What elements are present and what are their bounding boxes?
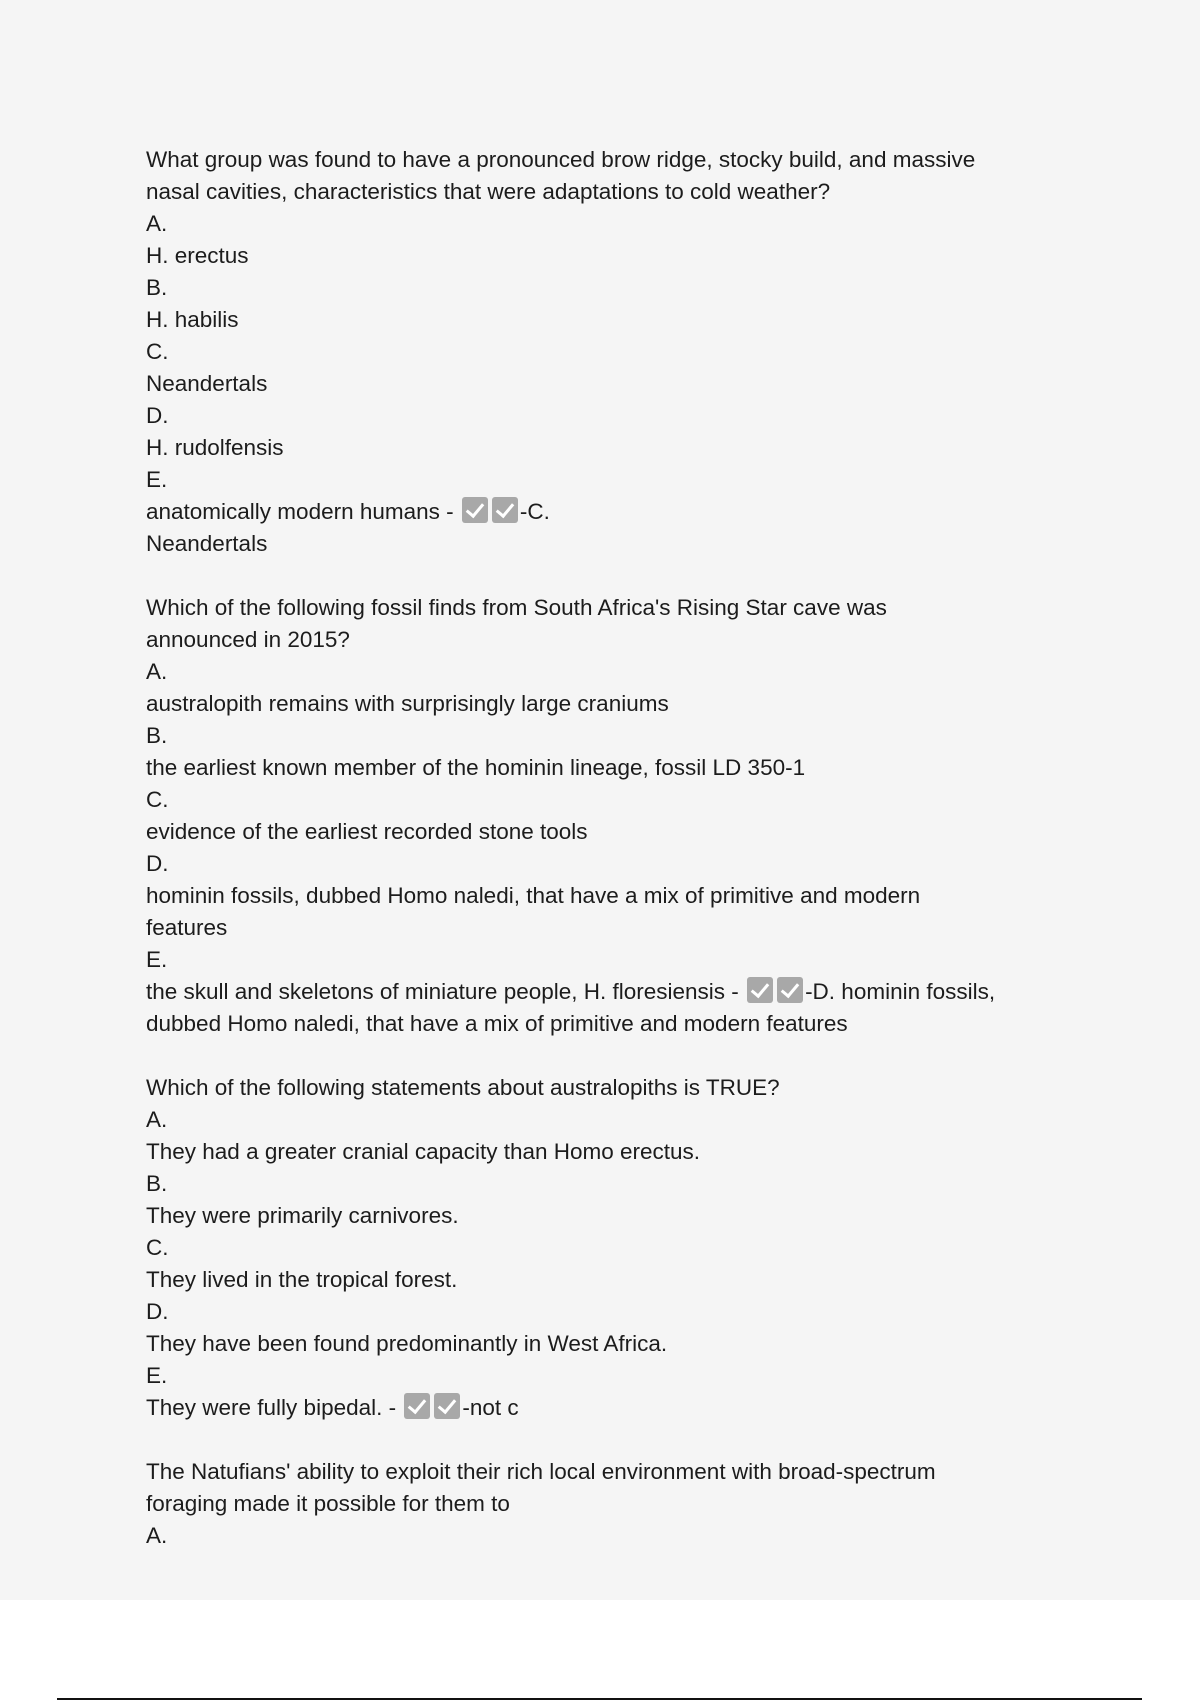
option-text: anatomically modern humans - (146, 499, 460, 524)
answer-line (146, 1392, 1076, 1424)
option-letter: C. (146, 787, 169, 812)
quiz-text (146, 144, 1076, 1584)
option-text: H. habilis (146, 307, 239, 332)
option-text: evidence of the earliest recorded stone tools (146, 819, 588, 844)
option-text: They were fully bipedal. - (146, 1395, 403, 1420)
option-text: They had a greater cranial capacity than Homo erectus. (146, 1139, 701, 1164)
answer-text: -D. hominin fossils, (805, 979, 996, 1004)
question-prompt-line: What group was found to have a pronounced brow ridge, stocky build, and massive (146, 147, 976, 172)
answer-text: -C. (519, 499, 550, 524)
question-prompt-line: Which of the following statements about australopiths is TRUE? (146, 1075, 780, 1100)
check-icon (492, 497, 518, 523)
option-letter: A. (146, 1107, 168, 1132)
option-letter: A. (146, 211, 168, 236)
option-text: They have been found predominantly in West Africa. (146, 1331, 668, 1356)
option-text: australopith remains with surprisingly large craniums (146, 691, 669, 716)
answer-continuation: dubbed Homo naledi, that have a mix of primitive and modern features (146, 1011, 848, 1036)
option-text: H. erectus (146, 243, 249, 268)
question-4 (146, 1456, 1076, 1552)
option-text: hominin fossils, dubbed Homo naledi, that have a mix of primitive and modern (146, 883, 921, 908)
option-letter: D. (146, 851, 169, 876)
question-prompt-line: The Natufians' ability to exploit their rich local environment with broad-spectrum (146, 1459, 936, 1484)
option-letter: D. (146, 403, 169, 428)
answer-line (146, 976, 1076, 1008)
option-letter: B. (146, 1171, 168, 1196)
question-3 (146, 1072, 1076, 1424)
check-icon (777, 977, 803, 1003)
option-text: H. rudolfensis (146, 435, 284, 460)
option-letter: C. (146, 1235, 169, 1260)
option-text: They lived in the tropical forest. (146, 1267, 458, 1292)
option-text: the skull and skeletons of miniature people, H. floresiensis - (146, 979, 746, 1004)
option-letter: E. (146, 1363, 168, 1388)
answer-line (146, 496, 1076, 528)
option-letter: E. (146, 947, 168, 972)
answer-continuation: Neandertals (146, 531, 268, 556)
check-icon (434, 1393, 460, 1419)
question-2 (146, 592, 1076, 1040)
option-letter: B. (146, 275, 168, 300)
option-letter: B. (146, 723, 168, 748)
question-prompt-line: announced in 2015? (146, 627, 350, 652)
question-1 (146, 144, 1076, 560)
check-icon (404, 1393, 430, 1419)
option-letter: C. (146, 339, 169, 364)
check-icon (747, 977, 773, 1003)
question-prompt-line: Which of the following fossil finds from South Africa's Rising Star cave was (146, 595, 887, 620)
answer-text: -not c (462, 1395, 519, 1420)
check-icon (462, 497, 488, 523)
option-text: They were primarily carnivores. (146, 1203, 459, 1228)
option-letter: A. (146, 1523, 168, 1548)
question-prompt-line: foraging made it possible for them to (146, 1491, 510, 1516)
option-letter: A. (146, 659, 168, 684)
question-prompt-line: nasal cavities, characteristics that were adaptations to cold weather? (146, 179, 831, 204)
option-letter: D. (146, 1299, 169, 1324)
option-text: features (146, 915, 228, 940)
option-text: the earliest known member of the hominin lineage, fossil LD 350-1 (146, 755, 806, 780)
option-text: Neandertals (146, 371, 268, 396)
option-letter: E. (146, 467, 168, 492)
